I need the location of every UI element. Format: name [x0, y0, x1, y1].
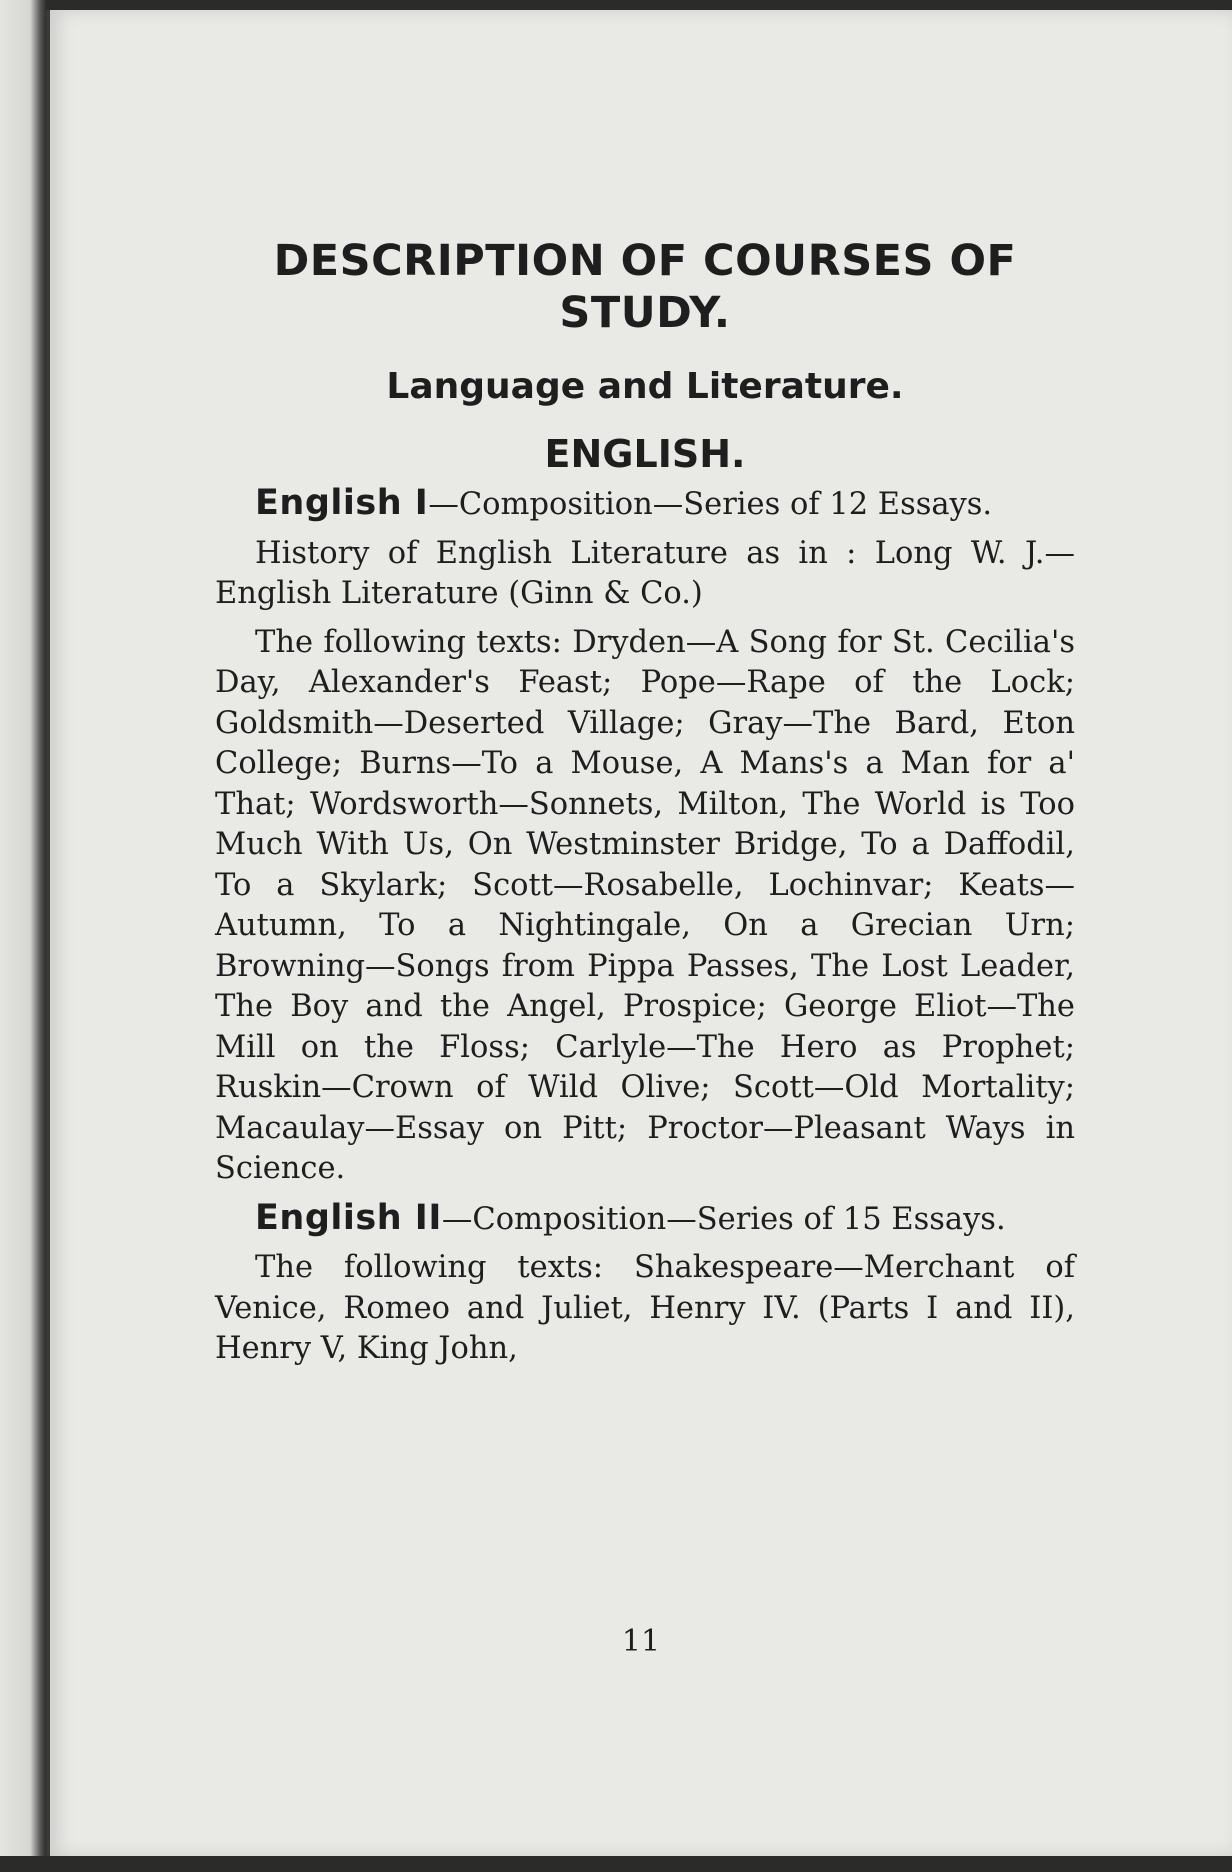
scan-edge-left [0, 0, 46, 1872]
page-content [215, 215, 1075, 1378]
english-1-texts: The following texts: Dryden—A Song for St. Cecilia's Day, Alexander's Feast; Pope—Rape of the Lock; Goldsmith—Deserted Village; Gray—The Bard, Eton College; Burns—To a Mouse, A Mans's a Man for a' That; Wordsworth—Sonnets, Milton, The World is Too Much With Us, On Westminster Bridge, To a Daffodil, To a Skylark; Scott—Rosabelle, Lochinvar; Keats—Autumn, To a Nightingale, On a Grecian Urn; Browning—Songs from Pippa Passes, The Lost Leader, The Boy and the Angel, Prospice; George Eliot—The Mill on the Floss; Carlyle—The Hero as Prophet; Ruskin—Crown of Wild Olive; Scott—Old Mortality; Macaulay—Essay on Pitt; Proctor—Pleasant Ways in Science. [215, 624, 1075, 1186]
english-2-composition-text: —Composition—Series of 15 Essays. [441, 1201, 1006, 1237]
scan-edge-bottom [0, 1856, 1232, 1872]
course-label-english-2: English II [255, 1197, 442, 1238]
page-title-line-2: STUDY. [559, 288, 731, 338]
english-1-history: History of English Literature as in : Long W. J.—English Literature (Ginn & Co.) [215, 535, 1075, 611]
section-title: Language and Literature. [386, 366, 904, 407]
english-1-composition-text: —Composition—Series of 12 Essays. [428, 487, 993, 522]
page-number: 11 [621, 1624, 661, 1659]
subject-title: ENGLISH. [544, 432, 746, 476]
page-title-line-1: DESCRIPTION OF COURSES OF [273, 236, 1017, 286]
page-title [215, 235, 1075, 339]
book-page [50, 10, 1232, 1856]
english-1-composition [215, 483, 1075, 526]
course-label-english-1: English I [255, 483, 429, 523]
scan-edge-top [0, 0, 1232, 10]
english-2-texts: The following texts: Shakespeare—Merchant of Venice, Romeo and Juliet, Henry IV. (Parts I and II), Henry V, King John, [215, 1250, 1075, 1366]
english-2-composition [215, 1198, 1075, 1241]
